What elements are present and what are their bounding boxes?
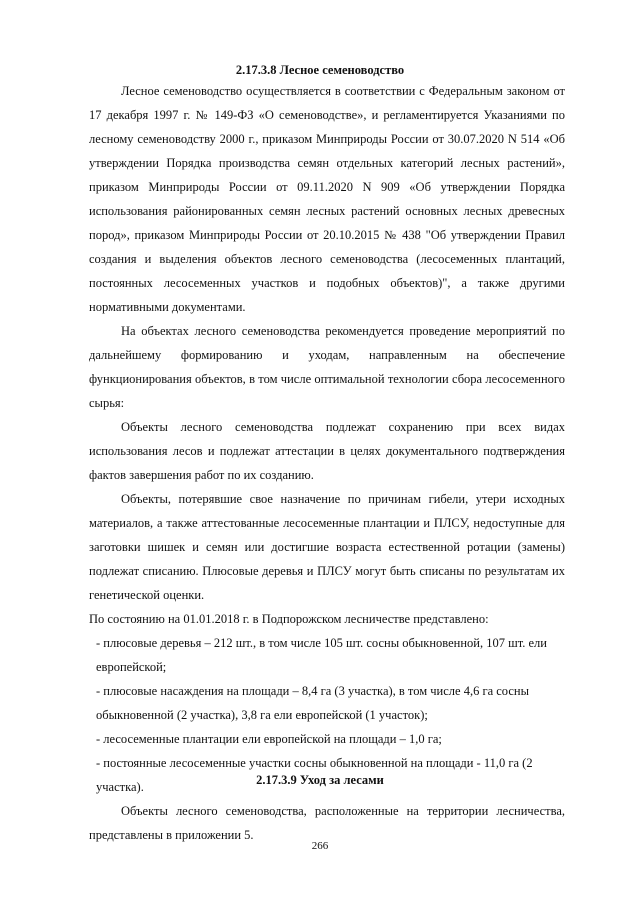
list-item: - постоянные лесосеменные участки сосны обыкновенной на площади - 11,0 га (2 участка). <box>96 756 533 794</box>
list-item: - плюсовые насаждения на площади – 8,4 га (3 участка), в том числе 4,6 га сосны обыкновенной (2 участка), 3,8 га ели европейской (1 участок); <box>96 684 530 722</box>
page-number: 266 <box>311 840 329 852</box>
paragraph-appendix-reference: Объекты лесного семеноводства, расположенные на территории лесничества, представлены в приложении 5. <box>89 804 565 842</box>
paragraph-legal-basis: Лесное семеноводство осуществляется в соответствии с Федеральным законом от 17 декабря 1997 г. № 149-ФЗ «О семеноводстве», и регламентируется Указаниями по лесному семеноводству 2000 г., приказом Минприроды России от 30.07.2020 N 514 «Об утверждении Порядка производства семян отдельных категорий лесных растений», приказом Минприроды России от 09.11.2020 N 909 «Об утверждении Порядка использования районированных семян лесных растений основных лесных древесных пород», приказом Минприроды России от 20.10.2015 № 438 "Об утверждении Правил создания и выделения объектов лесного семеноводства (лесосеменных плантаций, постоянных лесосеменных участков и подобных объектов)", а также другими нормативными документами. <box>89 84 565 314</box>
next-section-title: 2.17.3.9 Уход за лесами <box>256 773 384 787</box>
paragraph-write-off: Объекты, потерявшие свое назначение по причинам гибели, утери исходных материалов, а также аттестованные лесосеменные плантации и ПЛСУ, недоступные для заготовки шишек и семян или достигшие возраста естественной ротации (замены) подлежат списанию. Плюсовые деревья и ПЛСУ могут быть списаны по результатам их генетической оценки. <box>89 492 565 602</box>
section-title: 2.17.3.8 Лесное семеноводство <box>235 63 405 77</box>
body-text <box>89 79 565 847</box>
paragraph-measures: На объектах лесного семеноводства рекомендуется проведение мероприятий по дальнейшему формированию и уходам, направленным на обеспечение функционирования объектов, в том числе оптимальной технологии сбора лесосеменного сырья: <box>89 324 565 410</box>
paragraph-preservation: Объекты лесного семеноводства подлежат сохранению при всех видах использования лесов и подлежат аттестации в целях документального подтверждения фактов завершения работ по их созданию. <box>89 420 565 482</box>
list-item: - плюсовые деревья – 212 шт., в том числе 105 шт. сосны обыкновенной, 107 шт. ели европейской; <box>96 636 547 674</box>
list-item: - лесосеменные плантации ели европейской на площади – 1,0 га; <box>96 732 442 746</box>
status-line: По состоянию на 01.01.2018 г. в Подпорожском лесничестве представлено: <box>89 612 489 626</box>
